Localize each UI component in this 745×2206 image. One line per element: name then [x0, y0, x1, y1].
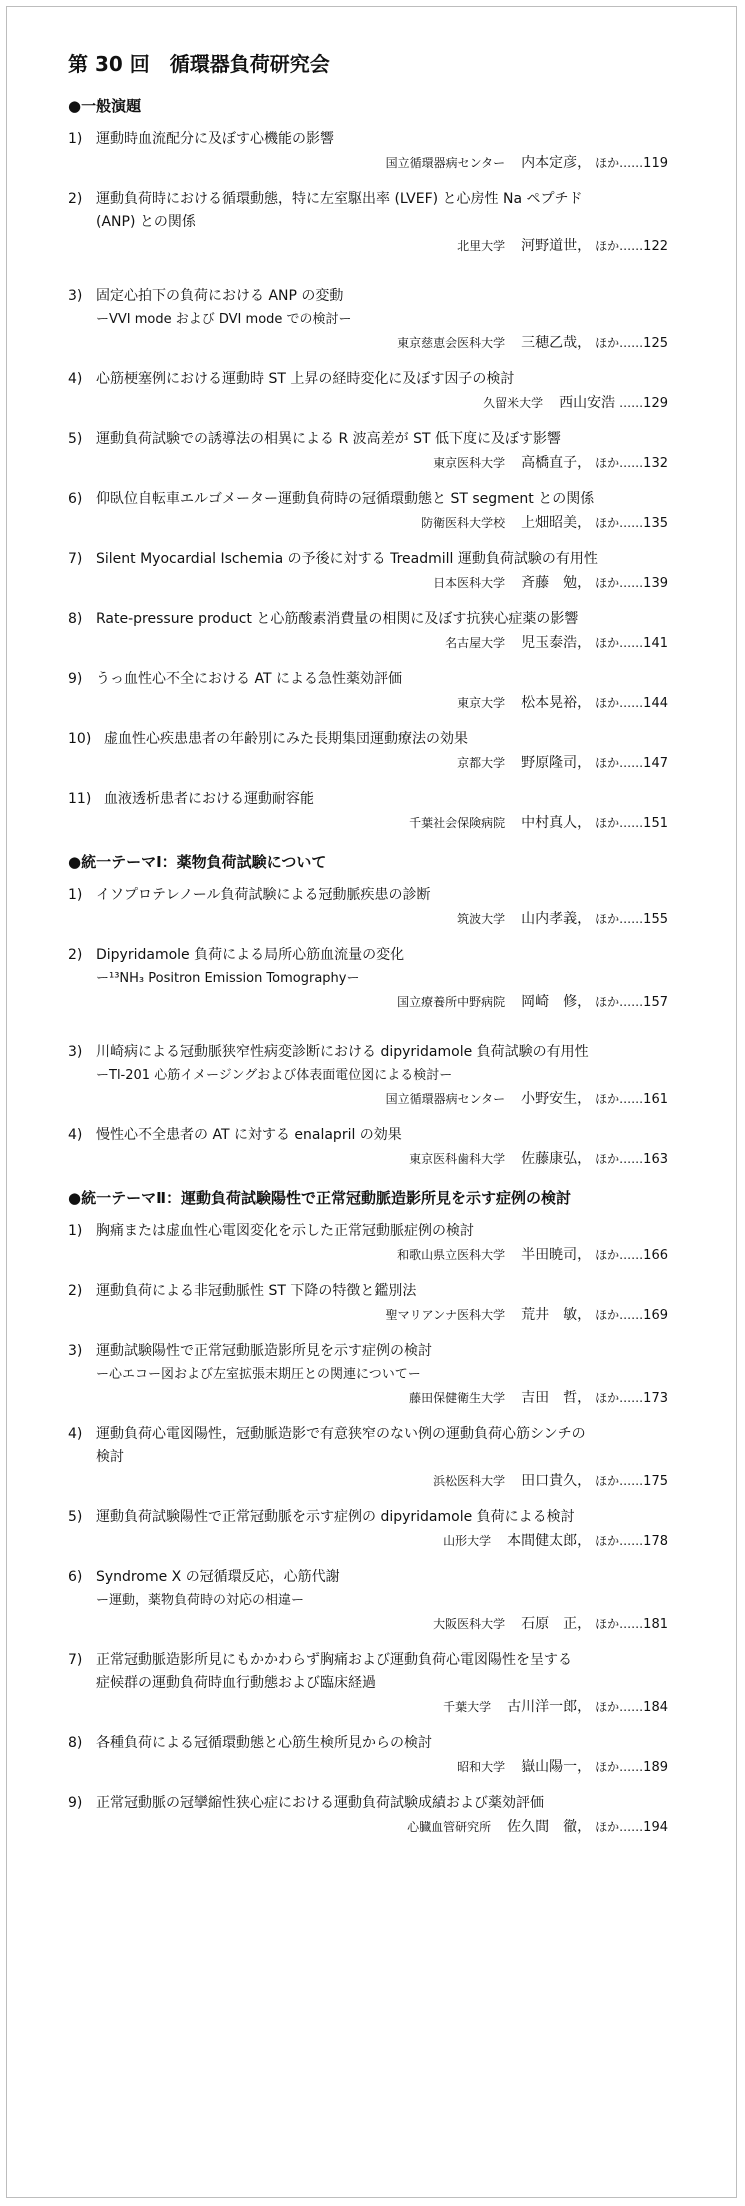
entry-title: うっ血性心不全における AT による急性薬効評価 — [96, 671, 402, 687]
entry-title: 固定心拍下の負荷における ANP の変動 — [96, 288, 344, 304]
page-number: 184 — [643, 1700, 668, 1715]
affiliation: 心臓血管研究所 — [407, 1820, 492, 1834]
entry-title: 虚血性心疾患患者の年齢別にみた長期集団運動療法の効果 — [104, 731, 468, 747]
entry-title: 運動負荷心電図陽性，冠動脈造影で有意狭窄のない例の運動負荷心筋シンチの — [96, 1426, 586, 1442]
et-al-leader: ほか…… — [595, 1534, 644, 1548]
author-name: 半田暁司， — [521, 1247, 592, 1263]
author-name: 小野安生， — [521, 1091, 592, 1107]
entry-subtitle: ーVVI mode および DVI mode での検討ー — [96, 312, 352, 327]
affiliation: 山形大学 — [443, 1534, 492, 1548]
entry-number: 2) — [68, 1283, 83, 1299]
affiliation: 東京慈恵会医科大学 — [397, 336, 506, 350]
et-al-leader: ほか…… — [595, 995, 644, 1009]
entry-number: 7) — [68, 551, 83, 567]
page-number: 178 — [643, 1534, 668, 1549]
entry-number: 4) — [68, 371, 83, 387]
affiliation: 名古屋大学 — [445, 636, 506, 650]
entry-title: 運動負荷時における循環動態，特に左室駆出率 (LVEF) と心房性 Na ペプチド — [96, 191, 583, 207]
affiliation: 聖マリアンナ医科大学 — [385, 1308, 506, 1322]
entry-number: 2) — [68, 947, 83, 963]
et-al-leader: ほか…… — [595, 756, 644, 770]
list-item — [68, 1792, 668, 1840]
section-header: ●一般演題 — [68, 97, 142, 115]
table-of-contents — [68, 52, 668, 1856]
entry-title-continued: 検討 — [96, 1449, 124, 1465]
entry-number: 7) — [68, 1652, 83, 1668]
page-number: 181 — [643, 1617, 668, 1632]
author-name: 上畑昭美， — [521, 515, 592, 531]
entry-number: 8) — [68, 1735, 83, 1751]
et-al-leader: ほか…… — [595, 1700, 644, 1714]
entry-title: イソプロテレノール負荷試験による冠動脈疾患の診断 — [96, 887, 431, 903]
author-name: 本間健太郎， — [507, 1533, 592, 1549]
entry-subtitle: ー運動，薬物負荷時の対応の相違ー — [96, 1593, 305, 1608]
entry-title: Dipyridamole 負荷による局所心筋血流量の変化 — [96, 947, 405, 963]
affiliation: 防衛医科大学校 — [421, 516, 506, 530]
author-name: 佐藤康弘， — [521, 1151, 592, 1167]
et-al-leader: ほか…… — [595, 1760, 644, 1774]
page-number: 157 — [643, 995, 668, 1010]
affiliation: 和歌山県立医科大学 — [397, 1248, 506, 1262]
page-number: 125 — [643, 336, 668, 351]
affiliation: 千葉大学 — [443, 1700, 492, 1714]
et-al-leader: ほか…… — [595, 1617, 644, 1631]
page-number: 189 — [643, 1760, 668, 1775]
list-item — [68, 1506, 668, 1554]
affiliation: 浜松医科大学 — [433, 1474, 506, 1488]
affiliation: 昭和大学 — [457, 1760, 506, 1774]
section-header: ●統一テーマⅡ：運動負荷試験陽性で正常冠動脈造影所見を示す症例の検討 — [68, 1189, 571, 1207]
entry-title: Silent Myocardial Ischemia の予後に対する Treadmill 運動負荷試験の有用性 — [96, 551, 598, 567]
entry-number: 11) — [68, 791, 92, 807]
entry-number: 1) — [68, 887, 83, 903]
et-al-leader: …… — [619, 396, 644, 410]
entry-title: 血液透析患者における運動耐容能 — [104, 791, 314, 807]
entry-title: 運動負荷試験陽性で正常冠動脈を示す症例の dipyridamole 負荷による検討 — [96, 1509, 575, 1525]
page-number: 141 — [643, 636, 668, 651]
entry-number: 8) — [68, 611, 83, 627]
entry-number: 9) — [68, 1795, 83, 1811]
et-al-leader: ほか…… — [595, 1391, 644, 1405]
entry-number: 5) — [68, 1509, 83, 1525]
author-name: 中村真人， — [521, 815, 592, 831]
affiliation: 東京大学 — [457, 696, 506, 710]
et-al-leader: ほか…… — [595, 1248, 644, 1262]
affiliation: 国立循環器病センター — [385, 156, 506, 170]
affiliation: 国立循環器病センター — [385, 1092, 506, 1106]
et-al-leader: ほか…… — [595, 696, 644, 710]
entry-title: 胸痛または虚血性心電図変化を示した正常冠動脈症例の検討 — [96, 1223, 474, 1239]
et-al-leader: ほか…… — [595, 912, 644, 926]
author-name: 野原隆司， — [521, 755, 592, 771]
et-al-leader: ほか…… — [595, 336, 644, 350]
page-number: 132 — [643, 456, 668, 471]
entry-subtitle: ー¹³NH₃ Positron Emission Tomographyー — [96, 971, 360, 986]
entry-number: 6) — [68, 1569, 83, 1585]
page-number: 175 — [643, 1474, 668, 1489]
list-item — [68, 488, 668, 536]
author-name: 嶽山陽一， — [521, 1759, 592, 1775]
page-number: 166 — [643, 1248, 668, 1263]
author-name: 佐久間 徹， — [507, 1819, 592, 1835]
author-name: 三穂乙哉， — [521, 335, 592, 351]
affiliation: 大阪医科大学 — [433, 1617, 506, 1631]
entry-number: 4) — [68, 1127, 83, 1143]
list-item — [68, 1220, 668, 1268]
entry-number: 2) — [68, 191, 83, 207]
affiliation: 久留米大学 — [483, 396, 544, 410]
et-al-leader: ほか…… — [595, 156, 644, 170]
et-al-leader: ほか…… — [595, 1152, 644, 1166]
page-number: 129 — [643, 396, 668, 411]
page-number: 144 — [643, 696, 668, 711]
page-number: 169 — [643, 1308, 668, 1323]
page-number: 147 — [643, 756, 668, 771]
list-item — [68, 1124, 668, 1172]
entry-title: 運動時血流配分に及ぼす心機能の影響 — [96, 131, 334, 147]
page-number: 155 — [643, 912, 668, 927]
entry-number: 3) — [68, 288, 83, 304]
author-name: 吉田 哲， — [521, 1390, 592, 1406]
page-number: 122 — [643, 239, 668, 254]
et-al-leader: ほか…… — [595, 516, 644, 530]
list-item — [68, 128, 668, 176]
entry-title: 運動負荷による非冠動脈性 ST 下降の特徴と鑑別法 — [96, 1283, 417, 1299]
affiliation: 北里大学 — [457, 239, 506, 253]
entry-subtitle: ー心エコー図および左室拡張末期圧との関連についてー — [96, 1367, 421, 1382]
list-item — [68, 368, 668, 416]
affiliation: 千葉社会保険病院 — [409, 816, 506, 830]
list-item — [68, 1280, 668, 1328]
list-item — [68, 1732, 668, 1780]
author-name: 松本晃裕， — [521, 695, 592, 711]
et-al-leader: ほか…… — [595, 239, 644, 253]
entry-number: 3) — [68, 1044, 83, 1060]
page-number: 173 — [643, 1391, 668, 1406]
author-name: 岡崎 修， — [521, 994, 592, 1010]
affiliation: 藤田保健衛生大学 — [409, 1391, 506, 1405]
entry-title: 正常冠動脈の冠攣縮性狭心症における運動負荷試験成績および薬効評価 — [96, 1795, 544, 1811]
list-item — [68, 1423, 668, 1494]
entry-title: Rate-pressure product と心筋酸素消費量の相関に及ぼす抗狭心症薬の影響 — [96, 611, 579, 627]
entry-title: Syndrome X の冠循環反応，心筋代謝 — [96, 1569, 340, 1585]
section-header: ●統一テーマⅠ：薬物負荷試験について — [68, 853, 327, 871]
et-al-leader: ほか…… — [595, 456, 644, 470]
list-item — [68, 1649, 668, 1720]
affiliation: 日本医科大学 — [433, 576, 506, 590]
page-number: 163 — [643, 1152, 668, 1167]
entry-title: 運動負荷試験での誘導法の相異による R 波高差が ST 低下度に及ぼす影響 — [96, 431, 561, 447]
entry-number: 1) — [68, 131, 83, 147]
list-item — [68, 944, 668, 1015]
list-item — [68, 1041, 668, 1112]
et-al-leader: ほか…… — [595, 1474, 644, 1488]
page-number: 194 — [643, 1820, 668, 1835]
affiliation: 筑波大学 — [457, 912, 506, 926]
author-name: 高橋直子， — [521, 455, 592, 471]
list-item — [68, 884, 668, 932]
entry-number: 9) — [68, 671, 83, 687]
list-item — [68, 188, 668, 259]
entry-number: 3) — [68, 1343, 83, 1359]
entry-title: 仰臥位自転車エルゴメーター運動負荷時の冠循環動態と ST segment との関係 — [96, 491, 595, 507]
affiliation: 東京医科大学 — [433, 456, 506, 470]
author-name: 古川洋一郎， — [507, 1699, 592, 1715]
author-name: 田口貴久， — [521, 1473, 592, 1489]
entry-number: 4) — [68, 1426, 83, 1442]
author-name: 児玉泰浩， — [521, 635, 592, 651]
page-title: 第 30 回 循環器負荷研究会 — [68, 52, 330, 76]
author-name: 荒井 敏， — [521, 1307, 592, 1323]
author-name: 河野道世， — [521, 238, 592, 254]
list-item — [68, 1340, 668, 1411]
entry-title-continued: 症候群の運動負荷時血行動態および臨床経過 — [96, 1675, 376, 1691]
affiliation: 国立療養所中野病院 — [397, 995, 506, 1009]
page-number: 161 — [643, 1092, 668, 1107]
author-name: 山内孝義， — [521, 911, 592, 927]
entry-title: 川崎病による冠動脈狭窄性病変診断における dipyridamole 負荷試験の有用性 — [96, 1044, 589, 1060]
entry-number: 6) — [68, 491, 83, 507]
author-name: 内本定彦， — [521, 155, 592, 171]
et-al-leader: ほか…… — [595, 1308, 644, 1322]
list-item — [68, 548, 668, 596]
list-item — [68, 788, 668, 836]
entry-title: 運動試験陽性で正常冠動脈造影所見を示す症例の検討 — [96, 1343, 432, 1359]
page-number: 135 — [643, 516, 668, 531]
entry-number: 10) — [68, 731, 92, 747]
list-item — [68, 1566, 668, 1637]
list-item — [68, 668, 668, 716]
entry-subtitle: ーTl-201 心筋イメージングおよび体表面電位図による検討ー — [96, 1068, 453, 1083]
affiliation: 京都大学 — [457, 756, 506, 770]
list-item — [68, 285, 668, 356]
author-name: 石原 正， — [521, 1616, 592, 1632]
entry-number: 5) — [68, 431, 83, 447]
entry-title: 心筋梗塞例における運動時 ST 上昇の経時変化に及ぼす因子の検討 — [96, 371, 515, 387]
entry-title-continued: (ANP) との関係 — [96, 214, 196, 230]
page-number: 139 — [643, 576, 668, 591]
entry-title: 各種負荷による冠循環動態と心筋生検所見からの検討 — [96, 1735, 432, 1751]
et-al-leader: ほか…… — [595, 1820, 644, 1834]
et-al-leader: ほか…… — [595, 816, 644, 830]
author-name: 斉藤 勉， — [521, 575, 592, 591]
et-al-leader: ほか…… — [595, 636, 644, 650]
et-al-leader: ほか…… — [595, 1092, 644, 1106]
entry-title: 慢性心不全患者の AT に対する enalapril の効果 — [96, 1127, 402, 1143]
author-name: 西山安浩 — [559, 395, 616, 411]
page-number: 151 — [643, 816, 668, 831]
affiliation: 東京医科歯科大学 — [409, 1152, 506, 1166]
entry-title: 正常冠動脈造影所見にもかかわらず胸痛および運動負荷心電図陽性を呈する — [96, 1652, 572, 1668]
entry-number: 1) — [68, 1223, 83, 1239]
et-al-leader: ほか…… — [595, 576, 644, 590]
list-item — [68, 608, 668, 656]
list-item — [68, 428, 668, 476]
list-item — [68, 728, 668, 776]
page-number: 119 — [643, 156, 668, 171]
